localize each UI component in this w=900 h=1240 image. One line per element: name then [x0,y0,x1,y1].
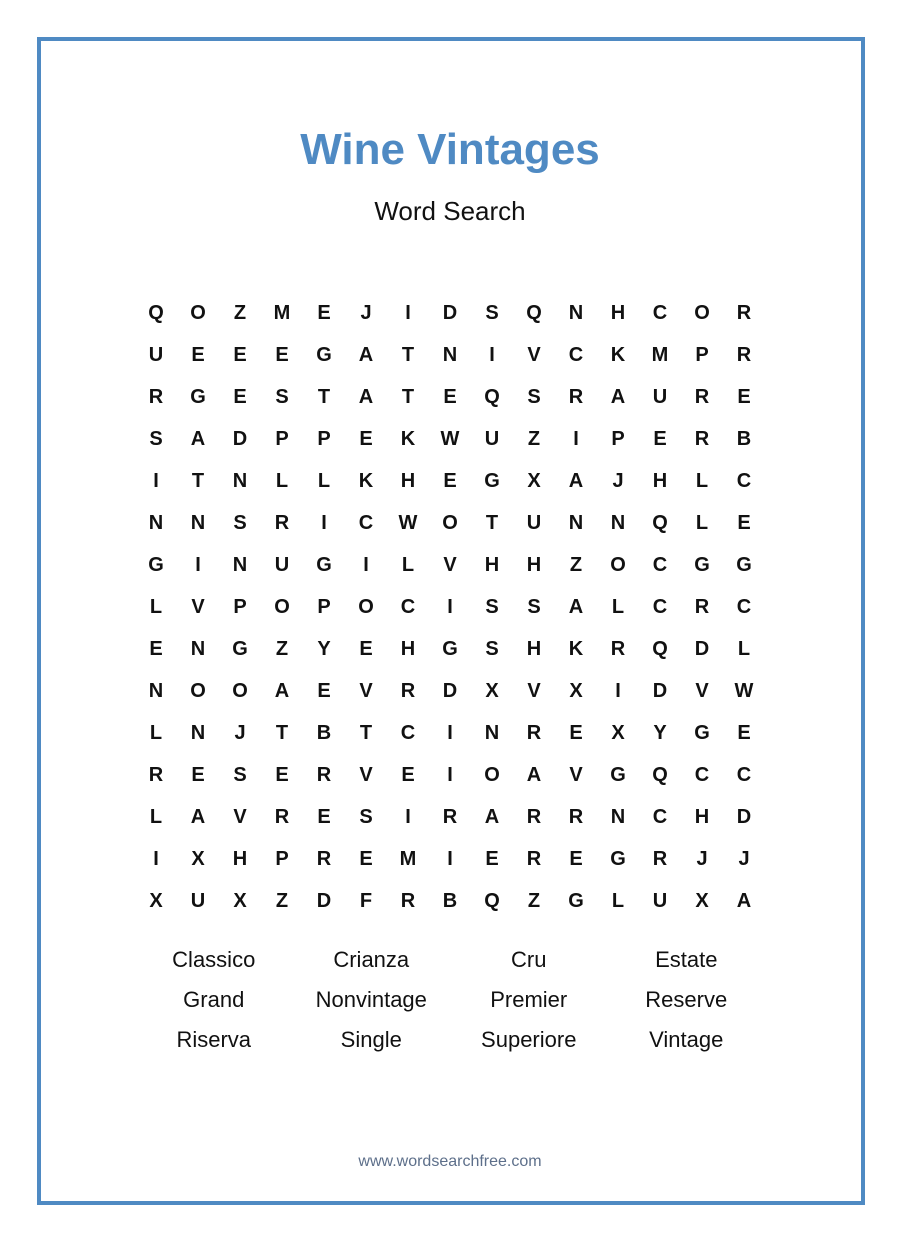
grid-row [135,628,765,670]
grid-cell[interactable]: L [611,595,625,618]
grid-cell[interactable]: S [485,637,499,660]
grid-cell[interactable]: L [611,889,625,912]
grid-cell[interactable]: I [573,427,579,450]
grid-cell[interactable]: S [485,301,499,324]
grid-cell[interactable]: R [442,805,458,828]
grid-cell[interactable]: C [694,763,710,786]
grid-cell[interactable]: Q [148,301,164,324]
grid-cell[interactable]: H [694,805,710,828]
grid-cell[interactable]: Z [527,427,541,450]
grid-cell[interactable]: V [443,553,457,576]
grid-cell[interactable]: X [233,889,247,912]
grid-row [135,460,765,502]
grid-cell[interactable]: N [442,343,458,366]
grid-cell[interactable]: O [694,301,710,324]
word-list-item: Cru [511,947,547,972]
grid-cell[interactable]: R [526,805,542,828]
grid-cell[interactable]: E [737,721,751,744]
grid-cell[interactable]: P [275,427,289,450]
grid-cell[interactable]: C [358,511,374,534]
grid-cell[interactable]: T [485,511,499,534]
grid-cell[interactable]: Q [652,511,668,534]
grid-cell[interactable]: R [568,805,584,828]
grid-cell[interactable]: D [694,637,710,660]
grid-cell[interactable]: H [610,301,626,324]
grid-row [135,796,765,838]
grid-cell[interactable]: E [653,427,667,450]
grid-cell[interactable]: Z [275,889,289,912]
grid-cell[interactable]: S [485,595,499,618]
grid-cell[interactable]: S [275,385,289,408]
word-list-item: Grand [183,987,245,1012]
grid-cell[interactable]: L [317,469,331,492]
grid-cell[interactable]: A [274,679,290,702]
grid-cell[interactable]: P [611,427,625,450]
grid-cell[interactable]: I [405,805,411,828]
grid-cell[interactable]: J [360,301,372,324]
grid-cell[interactable]: U [484,427,500,450]
grid-cell[interactable]: K [610,343,626,366]
grid-cell[interactable]: E [359,427,373,450]
grid-cell[interactable]: R [694,385,710,408]
grid-cell[interactable]: V [695,679,709,702]
grid-cell[interactable]: E [737,385,751,408]
grid-cell[interactable]: K [400,427,416,450]
grid-cell[interactable]: E [485,847,499,870]
grid-cell[interactable]: V [191,595,205,618]
grid-row [135,376,765,418]
grid-cell[interactable]: H [232,847,248,870]
grid-cell[interactable]: R [736,343,752,366]
grid-cell[interactable]: C [652,595,668,618]
grid-cell[interactable]: E [737,511,751,534]
grid-cell[interactable]: I [363,553,369,576]
grid-cell[interactable]: I [489,343,495,366]
grid-cell[interactable]: X [611,721,625,744]
grid-cell[interactable]: C [736,469,752,492]
word-list-item: Superiore [481,1027,577,1052]
grid-cell[interactable]: R [400,679,416,702]
grid-cell[interactable]: E [443,469,457,492]
grid-cell[interactable]: G [484,469,500,492]
grid-cell[interactable]: Q [484,889,500,912]
grid-cell[interactable]: I [447,721,453,744]
grid-cell[interactable]: H [484,553,500,576]
grid-cell[interactable]: I [321,511,327,534]
grid-cell[interactable]: L [275,469,289,492]
grid-cell[interactable]: R [694,427,710,450]
grid-cell[interactable]: T [191,469,205,492]
grid-cell[interactable]: S [233,763,247,786]
grid-cell[interactable]: S [527,385,541,408]
grid-cell[interactable]: I [447,847,453,870]
grid-cell[interactable]: V [527,679,541,702]
grid-cell[interactable]: E [149,637,163,660]
grid-cell[interactable]: G [190,385,206,408]
letter-grid [135,292,765,922]
grid-cell[interactable]: R [694,595,710,618]
word-list-item: Riserva [176,1027,252,1052]
grid-cell[interactable]: E [359,847,373,870]
grid-cell[interactable]: N [190,511,206,534]
grid-cell[interactable]: S [233,511,247,534]
grid-cell[interactable]: T [401,343,415,366]
grid-cell[interactable]: Y [317,637,331,660]
grid-cell[interactable]: A [736,889,752,912]
grid-row [135,838,765,880]
grid-cell[interactable]: R [148,385,164,408]
grid-cell[interactable]: N [610,511,626,534]
grid-cell[interactable]: C [736,763,752,786]
grid-cell[interactable]: N [568,301,584,324]
grid-row [135,292,765,334]
grid-row [135,880,765,922]
grid-cell[interactable]: L [149,805,163,828]
grid-cell[interactable]: X [569,679,583,702]
word-list-item: Estate [655,947,718,972]
grid-cell[interactable]: E [317,805,331,828]
grid-cell[interactable]: O [442,511,458,534]
grid-cell[interactable]: C [652,301,668,324]
grid-cell[interactable]: A [568,469,584,492]
grid-cell[interactable]: H [400,637,416,660]
grid-cell[interactable]: D [316,889,332,912]
footer-url: www.wordsearchfree.com [358,1153,542,1170]
grid-cell[interactable]: W [734,679,754,702]
grid-cell[interactable]: Z [275,637,289,660]
grid-cell[interactable]: E [443,385,457,408]
grid-cell[interactable]: G [232,637,248,660]
grid-cell[interactable]: Q [526,301,542,324]
grid-cell[interactable]: Y [653,721,667,744]
grid-cell[interactable]: R [610,637,626,660]
grid-cell[interactable]: V [359,763,373,786]
grid-cell[interactable]: P [233,595,247,618]
grid-row [135,502,765,544]
grid-row [135,712,765,754]
grid-cell[interactable]: R [274,511,290,534]
grid-cell[interactable]: O [274,595,290,618]
grid-cell[interactable]: L [695,469,709,492]
grid-cell[interactable]: P [275,847,289,870]
grid-cell[interactable]: N [610,805,626,828]
grid-cell[interactable]: R [526,847,542,870]
grid-cell[interactable]: L [401,553,415,576]
grid-cell[interactable]: E [191,763,205,786]
grid-cell[interactable]: T [275,721,289,744]
grid-cell[interactable]: Q [652,763,668,786]
grid-cell[interactable]: D [736,805,752,828]
grid-cell[interactable]: N [232,553,248,576]
grid-cell[interactable]: Z [527,889,541,912]
grid-cell[interactable]: C [400,721,416,744]
grid-cell[interactable]: P [317,595,331,618]
grid-cell[interactable]: A [190,805,206,828]
grid-cell[interactable]: U [190,889,206,912]
grid-cell[interactable]: A [526,763,542,786]
grid-cell[interactable]: S [149,427,163,450]
grid-cell[interactable]: C [568,343,584,366]
grid-row [135,754,765,796]
grid-cell[interactable]: U [274,553,290,576]
grid-cell[interactable]: B [316,721,332,744]
grid-cell[interactable]: O [484,763,500,786]
word-list-item: Premier [490,987,568,1012]
word-list-item: Single [340,1027,402,1052]
grid-cell[interactable]: Q [652,637,668,660]
grid-cell[interactable]: N [190,721,206,744]
grid-row [135,334,765,376]
grid-cell[interactable]: C [652,553,668,576]
grid-cell[interactable]: E [401,763,415,786]
grid-cell[interactable]: G [736,553,752,576]
grid-cell[interactable]: Z [233,301,247,324]
grid-cell[interactable]: R [316,847,332,870]
grid-cell[interactable]: O [232,679,248,702]
grid-cell[interactable]: A [190,427,206,450]
grid-cell[interactable]: E [275,763,289,786]
grid-row [135,418,765,460]
grid-cell[interactable]: C [652,805,668,828]
grid-cell[interactable]: U [652,889,668,912]
grid-cell[interactable]: K [358,469,374,492]
grid-row [135,586,765,628]
page-title: Wine Vintages [300,125,600,174]
grid-cell[interactable]: F [359,889,373,912]
grid-cell[interactable]: R [652,847,668,870]
grid-cell[interactable]: I [405,301,411,324]
grid-cell[interactable]: B [736,427,752,450]
grid-cell[interactable]: G [610,763,626,786]
grid-cell[interactable]: I [153,469,159,492]
word-list-item: Reserve [645,987,728,1012]
grid-cell[interactable]: E [275,343,289,366]
grid-cell[interactable]: J [738,847,750,870]
grid-cell[interactable]: D [442,679,458,702]
grid-cell[interactable]: X [149,889,163,912]
grid-cell[interactable]: A [358,343,374,366]
grid-cell[interactable]: R [526,721,542,744]
grid-cell[interactable]: T [359,721,373,744]
grid-cell[interactable]: U [652,385,668,408]
word-list [135,945,765,1055]
grid-cell[interactable]: N [190,637,206,660]
grid-cell[interactable]: M [399,847,417,870]
grid-cell[interactable]: G [442,637,458,660]
grid-cell[interactable]: G [694,721,710,744]
grid-cell[interactable]: E [191,343,205,366]
grid-cell[interactable]: J [234,721,246,744]
grid-cell[interactable]: L [149,721,163,744]
grid-cell[interactable]: H [526,637,542,660]
word-list-item: Vintage [649,1027,724,1052]
grid-cell[interactable]: S [527,595,541,618]
grid-cell[interactable]: X [527,469,541,492]
grid-cell[interactable]: D [232,427,248,450]
grid-cell[interactable]: I [615,679,621,702]
grid-cell[interactable]: V [569,763,583,786]
grid-cell[interactable]: Z [569,553,583,576]
grid-cell[interactable]: R [274,805,290,828]
grid-cell[interactable]: G [610,847,626,870]
grid-cell[interactable]: D [652,679,668,702]
grid-cell[interactable]: V [233,805,247,828]
page-subtitle: Word Search [374,196,526,226]
grid-cell[interactable]: L [149,595,163,618]
grid-cell[interactable]: D [442,301,458,324]
grid-cell[interactable]: I [195,553,201,576]
grid-cell[interactable]: R [316,763,332,786]
grid-cell[interactable]: O [358,595,374,618]
grid-cell[interactable]: M [273,301,291,324]
grid-cell[interactable]: O [190,679,206,702]
grid-cell[interactable]: V [527,343,541,366]
grid-cell[interactable]: T [401,385,415,408]
grid-cell[interactable]: R [736,301,752,324]
grid-cell[interactable]: X [485,679,499,702]
grid-cell[interactable]: L [695,511,709,534]
grid-cell[interactable]: S [359,805,373,828]
grid-cell[interactable]: M [651,343,669,366]
grid-cell[interactable]: E [233,343,247,366]
grid-cell[interactable]: T [317,385,331,408]
grid-cell[interactable]: E [359,637,373,660]
grid-cell[interactable]: N [232,469,248,492]
grid-cell[interactable]: N [484,721,500,744]
word-list-item: Nonvintage [315,987,427,1012]
grid-cell[interactable]: E [317,679,331,702]
grid-cell[interactable]: K [568,637,584,660]
grid-cell[interactable]: X [695,889,709,912]
grid-cell[interactable]: A [610,385,626,408]
grid-cell[interactable]: G [316,343,332,366]
grid-cell[interactable]: H [526,553,542,576]
grid-cell[interactable]: U [526,511,542,534]
grid-cell[interactable]: J [696,847,708,870]
grid-cell[interactable]: C [400,595,416,618]
grid-cell[interactable]: G [694,553,710,576]
grid-cell[interactable]: E [569,847,583,870]
grid-cell[interactable]: G [316,553,332,576]
grid-cell[interactable]: A [358,385,374,408]
grid-cell[interactable]: A [484,805,500,828]
grid-cell[interactable]: A [568,595,584,618]
grid-cell[interactable]: R [148,763,164,786]
word-list-item: Classico [172,947,256,972]
grid-cell[interactable]: E [569,721,583,744]
grid-cell[interactable]: N [148,679,164,702]
grid-cell[interactable]: J [612,469,624,492]
grid-cell[interactable]: O [190,301,206,324]
grid-cell[interactable]: P [317,427,331,450]
grid-cell[interactable]: E [233,385,247,408]
grid-cell[interactable]: X [191,847,205,870]
grid-cell[interactable]: I [447,595,453,618]
grid-cell[interactable]: U [148,343,164,366]
grid-cell[interactable]: E [317,301,331,324]
grid-cell[interactable]: C [736,595,752,618]
grid-cell[interactable]: N [148,511,164,534]
grid-cell[interactable]: W [440,427,460,450]
grid-cell[interactable]: H [400,469,416,492]
word-list-item: Crianza [333,947,410,972]
grid-cell[interactable]: Q [484,385,500,408]
grid-cell[interactable]: V [359,679,373,702]
grid-cell[interactable]: R [400,889,416,912]
grid-cell[interactable]: P [695,343,709,366]
grid-cell[interactable]: O [610,553,626,576]
grid-cell[interactable]: I [153,847,159,870]
grid-cell[interactable]: H [652,469,668,492]
grid-row [135,670,765,712]
grid-cell[interactable]: B [442,889,458,912]
grid-cell[interactable]: L [737,637,751,660]
grid-cell[interactable]: N [568,511,584,534]
grid-cell[interactable]: W [398,511,418,534]
grid-row [135,544,765,586]
grid-cell[interactable]: I [447,763,453,786]
grid-cell[interactable]: R [568,385,584,408]
grid-cell[interactable]: G [568,889,584,912]
grid-cell[interactable]: G [148,553,164,576]
